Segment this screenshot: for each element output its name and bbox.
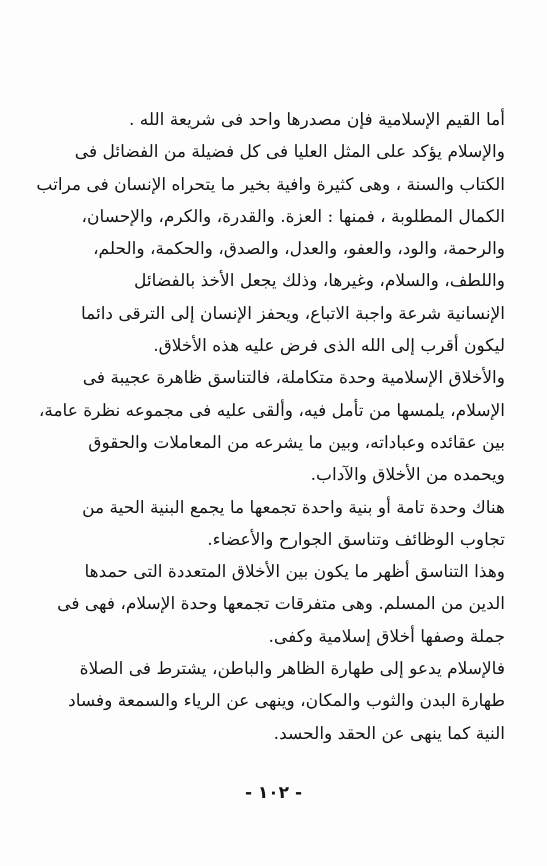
text-line: الإنسانية شرعة واجبة الاتباع، ويحفز الإنسان إلى الترقى دائما <box>80 303 505 324</box>
text-line: ليكون أقرب إلى الله الذى فرض عليه هذه الأخلاق. <box>153 336 505 357</box>
text-line: الكتاب والسنة ، وهى كثيرة وافية بخير ما يتحراه الإنسان فى مراتب <box>36 174 505 195</box>
text-line: النية كما ينهى عن الحقد والحسد. <box>273 723 505 744</box>
paragraph-1 <box>36 104 523 362</box>
text-line: الإسلام، يلمسها من تأمل فيه، وألقى عليه فى مجموعه نظرة عامة، <box>38 400 505 421</box>
text-line: الكمال المطلوبة ، فمنها : العزة. والقدرة، والكرم، والإحسان، <box>81 206 505 227</box>
paragraph-4 <box>36 556 523 653</box>
paragraph-2 <box>36 362 523 491</box>
text-line: والإسلام يؤكد على المثل العليا فى كل فضيلة من الفضائل فى <box>74 142 505 163</box>
text-line: الدين من المسلم. وهى متفرقات تجمعها وحدة الإسلام، فهى فى <box>57 594 505 615</box>
paragraph-3 <box>36 492 523 557</box>
text-line: والرحمة، والود، والعفو، والعدل، والصدق، والحكمة، والحلم، <box>93 239 505 260</box>
text-line: تجاوب الوظائف وتناسق الجوارح والأعضاء. <box>207 529 505 550</box>
text-line: فالإسلام يدعو إلى طهارة الظاهر والباطن، يشترط فى الصلاة <box>79 659 505 680</box>
page-number: - ١٠٢ - <box>244 783 303 803</box>
text-line: جملة وصفها أخلاق إسلامية وكفى. <box>268 626 505 647</box>
text-line: طهارة البدن والثوب والمكان، وينهى عن الرياء والسمعة وفساد <box>68 691 505 712</box>
text-line: أما القيم الإسلامية فإن مصدرها واحد فى شريعة الله . <box>128 110 505 130</box>
paragraph-5 <box>36 653 523 750</box>
text-line: بين عقائده وعباداته، وبين ما يشرعه من المعاملات والحقوق <box>88 432 505 453</box>
text-line: ويحمده من الأخلاق والآداب. <box>310 465 505 486</box>
text-line: والأخلاق الإسلامية وحدة متكاملة، فالتناسق ظاهرة عجيبة فى <box>82 368 505 389</box>
text-line: واللطف، والسلام، وغيرها، وذلك يجعل الأخذ بالفضائل <box>133 271 505 292</box>
text-line: وهذا التناسق أظهر ما يكون بين الأخلاق المتعددة التى حمدها <box>84 562 505 583</box>
text-line: هناك وحدة تامة أو بنية واحدة تجمعها ما يجمع البنية الحية من <box>82 497 505 518</box>
body-text <box>36 104 523 750</box>
